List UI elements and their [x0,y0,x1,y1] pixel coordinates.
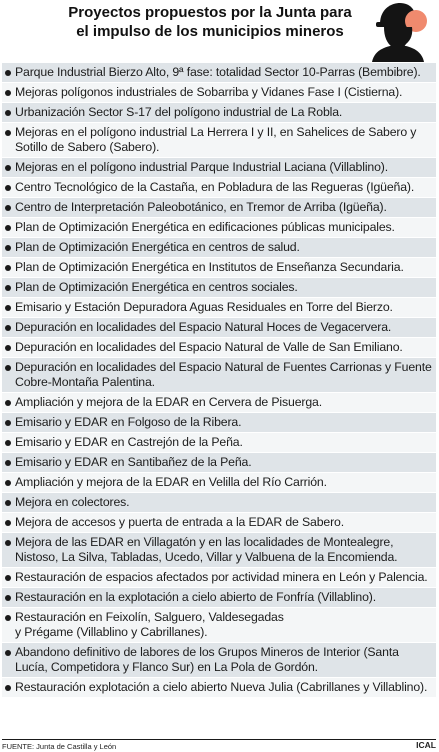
bullet-icon [5,185,11,191]
list-item-text: Mejora de las EDAR en Villagatón y en las localidades de Montealegre, Nistoso, La Silva, Tabladas, Ucedo, Villar y Valbuena de la Encomienda. [15,535,398,564]
bullet-icon [5,460,11,466]
list-item-text: Depuración en localidades del Espacio Natural de Fuentes Carrionas y Fuente Cobre-Montaña Palentina. [15,360,432,389]
list-item [2,433,436,453]
list-item-text: Centro Tecnológico de la Castaña, en Pobladura de las Regueras (Igüeña). [15,180,415,194]
list-item-text: Abandono definitivo de labores de los Grupos Mineros de Interior (Santa Lucía, Competidora y Flanco Sur) en La Pola de Gordón. [15,645,399,674]
list-item [2,413,436,433]
bullet-icon [5,575,11,581]
list-item [2,258,436,278]
bullet-icon [5,650,11,656]
list-item [2,643,436,678]
list-item-text: Ampliación y mejora de la EDAR en Cervera de Pisuerga. [15,395,322,409]
miner-silhouette-icon [358,0,430,62]
source-credit: FUENTE: Junta de Castilla y León [2,742,117,751]
list-item-text: Mejoras en el polígono industrial Parque Industrial Laciana (Villablino). [15,160,388,174]
bullet-icon [5,615,11,621]
title-line-1: Proyectos propuestos por la Junta para [68,4,352,21]
list-item-text: Depuración en localidades del Espacio Natural Hoces de Vegacervera. [15,320,392,334]
list-item [2,158,436,178]
bullet-icon [5,595,11,601]
list-item-text: Parque Industrial Bierzo Alto, 9ª fase: totalidad Sector 10-Parras (Bembibre). [15,65,421,79]
bullet-icon [5,480,11,486]
bullet-icon [5,685,11,691]
footer [2,739,436,752]
list-item [2,588,436,608]
list-item-text: Ampliación y mejora de la EDAR en Velilla del Río Carrión. [15,475,327,489]
list-item-text: Plan de Optimización Energética en centros de salud. [15,240,300,254]
bullet-icon [5,325,11,331]
list-item [2,83,436,103]
bullet-icon [5,400,11,406]
list-item-text: Plan de Optimización Energética en Institutos de Enseñanza Secundaria. [15,260,404,274]
bullet-icon [5,90,11,96]
list-item [2,298,436,318]
list-item [2,453,436,473]
list-item [2,238,436,258]
list-item-text: Mejora de accesos y puerta de entrada a la EDAR de Sabero. [15,515,344,529]
list-item-text: Restauración en la explotación a cielo abierto de Fonfría (Villablino). [15,590,376,604]
list-item [2,473,436,493]
list-item [2,568,436,588]
list-item [2,338,436,358]
bullet-icon [5,520,11,526]
list-item-text: Mejoras polígonos industriales de Sobarriba y Vidanes Fase I (Cistierna). [15,85,403,99]
list-item-text: Plan de Optimización Energética en centros sociales. [15,280,298,294]
list-item-text: Urbanización Sector S-17 del polígono industrial de La Robla. [15,105,343,119]
list-item [2,533,436,568]
list-item [2,198,436,218]
agency-logo-text: ICAL [416,740,436,750]
list-item-text: Restauración explotación a cielo abierto Nueva Julia (Cabrillanes y Villablino). [15,680,428,694]
list-item [2,608,436,643]
bullet-icon [5,205,11,211]
page-title [60,3,360,41]
list-item-text: Emisario y Estación Depuradora Aguas Residuales en Torre del Bierzo. [15,300,393,314]
list-item [2,278,436,298]
list-item-text: Mejora en colectores. [15,495,130,509]
bullet-icon [5,245,11,251]
list-item [2,318,436,338]
bullet-icon [5,420,11,426]
list-item-text: Depuración en localidades del Espacio Natural de Valle de San Emiliano. [15,340,403,354]
list-item-text: Restauración en Feixolín, Salguero, Valdesegadas y Prégame (Villablino y Cabrillanes). [15,610,284,639]
bullet-icon [5,70,11,76]
list-item [2,218,436,238]
bullet-icon [5,540,11,546]
bullet-icon [5,285,11,291]
bullet-icon [5,440,11,446]
list-item-text: Emisario y EDAR en Folgoso de la Ribera. [15,415,242,429]
bullet-icon [5,305,11,311]
bullet-icon [5,500,11,506]
list-item-text: Mejoras en el polígono industrial La Herrera I y II, en Sahelices de Sabero y Sotillo de Sabero (Sabero). [15,125,417,154]
list-item [2,513,436,533]
list-item [2,123,436,158]
list-item [2,493,436,513]
list-item-text: Restauración de espacios afectados por actividad minera en León y Palencia. [15,570,428,584]
bullet-icon [5,365,11,371]
list-item [2,178,436,198]
bullet-icon [5,110,11,116]
bullet-icon [5,265,11,271]
list-item-text: Emisario y EDAR en Santibañez de la Peña. [15,455,252,469]
bullet-icon [5,165,11,171]
title-line-2: el impulso de los municipios mineros [76,23,344,40]
list-item-text: Plan de Optimización Energética en edificaciones públicas municipales. [15,220,395,234]
bullet-icon [5,130,11,136]
list-item [2,103,436,123]
list-item-text: Emisario y EDAR en Castrejón de la Peña. [15,435,243,449]
list-item [2,63,436,83]
bullet-icon [5,345,11,351]
list-item-text: Centro de Interpretación Paleobotánico, en Tremor de Arriba (Igüeña). [15,200,387,214]
project-list [2,63,436,698]
header [0,0,439,62]
list-item [2,678,436,698]
list-item [2,358,436,393]
bullet-icon [5,225,11,231]
list-item [2,393,436,413]
